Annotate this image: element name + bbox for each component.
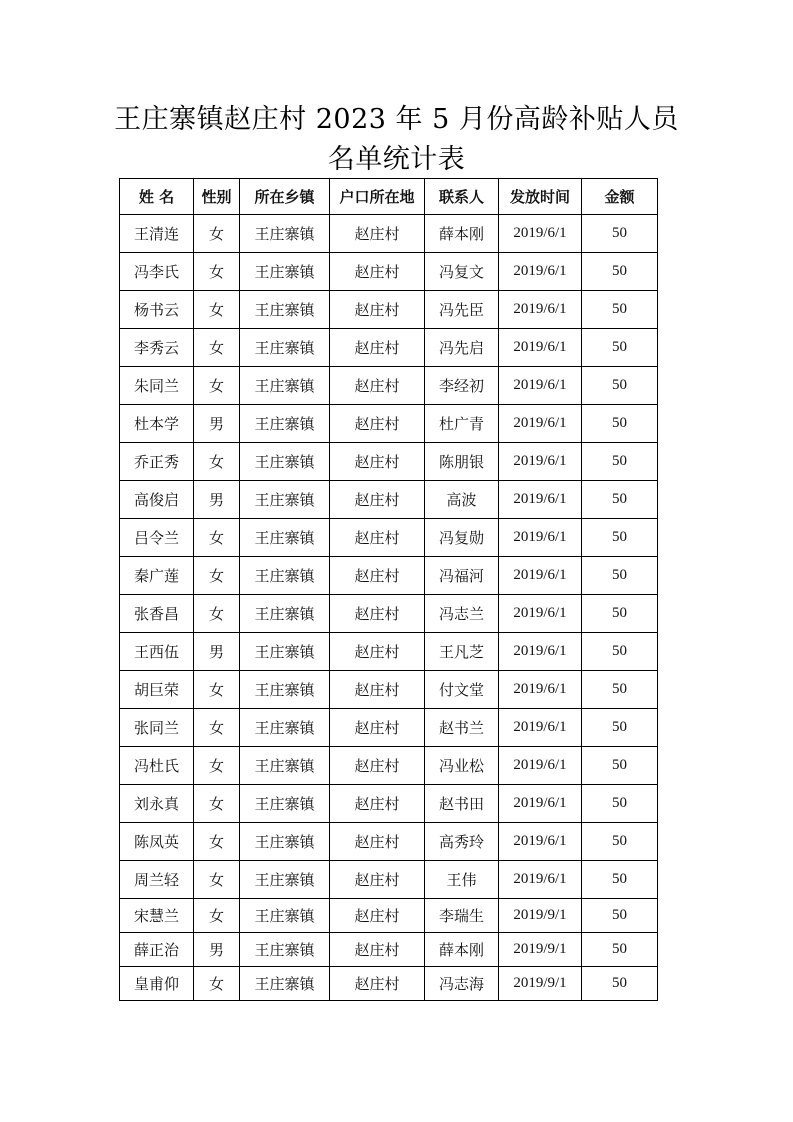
- household-cell: 赵庄村: [330, 253, 425, 291]
- township-cell: 王庄寨镇: [240, 443, 330, 481]
- township-cell: 王庄寨镇: [240, 671, 330, 709]
- contact-cell: 冯业松: [425, 747, 499, 785]
- name-cell: 王清连: [120, 215, 194, 253]
- gender-cell: 女: [194, 291, 240, 329]
- gender-cell: 女: [194, 519, 240, 557]
- township-cell: 王庄寨镇: [240, 329, 330, 367]
- name-cell: 李秀云: [120, 329, 194, 367]
- township-cell: 王庄寨镇: [240, 519, 330, 557]
- gender-cell: 女: [194, 557, 240, 595]
- household-cell: 赵庄村: [330, 367, 425, 405]
- table-row: [120, 215, 658, 253]
- date-cell: 2019/9/1: [499, 933, 582, 967]
- amount-cell: 50: [582, 519, 658, 557]
- date-cell: 2019/6/1: [499, 443, 582, 481]
- household-cell: 赵庄村: [330, 633, 425, 671]
- contact-cell: 杜广青: [425, 405, 499, 443]
- gender-cell: 女: [194, 215, 240, 253]
- household-cell: 赵庄村: [330, 405, 425, 443]
- amount-cell: 50: [582, 861, 658, 899]
- amount-cell: 50: [582, 747, 658, 785]
- column-header-date: 发放时间: [499, 179, 582, 215]
- name-cell: 周兰轻: [120, 861, 194, 899]
- amount-cell: 50: [582, 443, 658, 481]
- amount-cell: 50: [582, 671, 658, 709]
- household-cell: 赵庄村: [330, 861, 425, 899]
- amount-cell: 50: [582, 405, 658, 443]
- column-header-amount: 金额: [582, 179, 658, 215]
- amount-cell: 50: [582, 367, 658, 405]
- date-cell: 2019/6/1: [499, 519, 582, 557]
- gender-cell: 女: [194, 709, 240, 747]
- table-row: [120, 481, 658, 519]
- name-cell: 张同兰: [120, 709, 194, 747]
- gender-cell: 女: [194, 253, 240, 291]
- amount-cell: 50: [582, 595, 658, 633]
- contact-cell: 高秀玲: [425, 823, 499, 861]
- date-cell: 2019/9/1: [499, 899, 582, 933]
- table-row: [120, 557, 658, 595]
- date-cell: 2019/6/1: [499, 291, 582, 329]
- gender-cell: 男: [194, 933, 240, 967]
- table-row: [120, 671, 658, 709]
- name-cell: 吕令兰: [120, 519, 194, 557]
- township-cell: 王庄寨镇: [240, 709, 330, 747]
- name-cell: 胡巨荣: [120, 671, 194, 709]
- township-cell: 王庄寨镇: [240, 405, 330, 443]
- contact-cell: 李经初: [425, 367, 499, 405]
- table-row: [120, 367, 658, 405]
- table-row: [120, 291, 658, 329]
- date-cell: 2019/6/1: [499, 595, 582, 633]
- contact-cell: 付文堂: [425, 671, 499, 709]
- amount-cell: 50: [582, 709, 658, 747]
- household-cell: 赵庄村: [330, 709, 425, 747]
- gender-cell: 女: [194, 671, 240, 709]
- township-cell: 王庄寨镇: [240, 785, 330, 823]
- column-header-gender: 性别: [194, 179, 240, 215]
- household-cell: 赵庄村: [330, 443, 425, 481]
- name-cell: 薛正治: [120, 933, 194, 967]
- contact-cell: 冯复勋: [425, 519, 499, 557]
- gender-cell: 男: [194, 481, 240, 519]
- table-row: [120, 967, 658, 1001]
- date-cell: 2019/6/1: [499, 367, 582, 405]
- name-cell: 张香昌: [120, 595, 194, 633]
- township-cell: 王庄寨镇: [240, 861, 330, 899]
- contact-cell: 冯志海: [425, 967, 499, 1001]
- name-cell: 秦广莲: [120, 557, 194, 595]
- table-row: [120, 633, 658, 671]
- gender-cell: 女: [194, 329, 240, 367]
- contact-cell: 冯先启: [425, 329, 499, 367]
- table-row: [120, 519, 658, 557]
- table-row: [120, 933, 658, 967]
- subsidy-roster-table: [119, 178, 658, 1001]
- contact-cell: 薛本刚: [425, 215, 499, 253]
- contact-cell: 薛本刚: [425, 933, 499, 967]
- gender-cell: 女: [194, 785, 240, 823]
- table-row: [120, 823, 658, 861]
- date-cell: 2019/6/1: [499, 557, 582, 595]
- date-cell: 2019/6/1: [499, 633, 582, 671]
- date-cell: 2019/6/1: [499, 215, 582, 253]
- name-cell: 高俊启: [120, 481, 194, 519]
- amount-cell: 50: [582, 899, 658, 933]
- contact-cell: 王伟: [425, 861, 499, 899]
- household-cell: 赵庄村: [330, 595, 425, 633]
- amount-cell: 50: [582, 633, 658, 671]
- column-header-township: 所在乡镇: [240, 179, 330, 215]
- household-cell: 赵庄村: [330, 785, 425, 823]
- contact-cell: 冯先臣: [425, 291, 499, 329]
- township-cell: 王庄寨镇: [240, 253, 330, 291]
- contact-cell: 陈朋银: [425, 443, 499, 481]
- amount-cell: 50: [582, 933, 658, 967]
- amount-cell: 50: [582, 481, 658, 519]
- gender-cell: 女: [194, 899, 240, 933]
- table-header-row: [120, 179, 658, 215]
- gender-cell: 女: [194, 861, 240, 899]
- township-cell: 王庄寨镇: [240, 557, 330, 595]
- date-cell: 2019/6/1: [499, 747, 582, 785]
- date-cell: 2019/9/1: [499, 967, 582, 1001]
- gender-cell: 女: [194, 823, 240, 861]
- name-cell: 宋慧兰: [120, 899, 194, 933]
- amount-cell: 50: [582, 215, 658, 253]
- amount-cell: 50: [582, 785, 658, 823]
- date-cell: 2019/6/1: [499, 481, 582, 519]
- household-cell: 赵庄村: [330, 899, 425, 933]
- township-cell: 王庄寨镇: [240, 747, 330, 785]
- date-cell: 2019/6/1: [499, 329, 582, 367]
- table-row: [120, 785, 658, 823]
- township-cell: 王庄寨镇: [240, 633, 330, 671]
- household-cell: 赵庄村: [330, 481, 425, 519]
- date-cell: 2019/6/1: [499, 823, 582, 861]
- name-cell: 乔正秀: [120, 443, 194, 481]
- gender-cell: 女: [194, 967, 240, 1001]
- amount-cell: 50: [582, 557, 658, 595]
- township-cell: 王庄寨镇: [240, 291, 330, 329]
- household-cell: 赵庄村: [330, 933, 425, 967]
- gender-cell: 女: [194, 443, 240, 481]
- table-row: [120, 329, 658, 367]
- document-title-line-2: 名单统计表: [327, 144, 466, 175]
- table-row: [120, 709, 658, 747]
- household-cell: 赵庄村: [330, 823, 425, 861]
- date-cell: 2019/6/1: [499, 785, 582, 823]
- gender-cell: 男: [194, 633, 240, 671]
- township-cell: 王庄寨镇: [240, 933, 330, 967]
- date-cell: 2019/6/1: [499, 253, 582, 291]
- township-cell: 王庄寨镇: [240, 215, 330, 253]
- name-cell: 冯杜氏: [120, 747, 194, 785]
- name-cell: 冯李氏: [120, 253, 194, 291]
- table-row: [120, 595, 658, 633]
- gender-cell: 男: [194, 405, 240, 443]
- name-cell: 刘永真: [120, 785, 194, 823]
- household-cell: 赵庄村: [330, 967, 425, 1001]
- contact-cell: 冯福河: [425, 557, 499, 595]
- name-cell: 朱同兰: [120, 367, 194, 405]
- contact-cell: 李瑞生: [425, 899, 499, 933]
- amount-cell: 50: [582, 823, 658, 861]
- township-cell: 王庄寨镇: [240, 899, 330, 933]
- contact-cell: 王凡芝: [425, 633, 499, 671]
- township-cell: 王庄寨镇: [240, 481, 330, 519]
- amount-cell: 50: [582, 329, 658, 367]
- table-row: [120, 899, 658, 933]
- name-cell: 陈凤英: [120, 823, 194, 861]
- contact-cell: 冯志兰: [425, 595, 499, 633]
- date-cell: 2019/6/1: [499, 709, 582, 747]
- household-cell: 赵庄村: [330, 519, 425, 557]
- table-row: [120, 405, 658, 443]
- gender-cell: 女: [194, 747, 240, 785]
- household-cell: 赵庄村: [330, 671, 425, 709]
- contact-cell: 高波: [425, 481, 499, 519]
- table-row: [120, 253, 658, 291]
- name-cell: 杜本学: [120, 405, 194, 443]
- date-cell: 2019/6/1: [499, 861, 582, 899]
- township-cell: 王庄寨镇: [240, 823, 330, 861]
- table-row: [120, 747, 658, 785]
- column-header-contact: 联系人: [425, 179, 499, 215]
- table-row: [120, 861, 658, 899]
- document-title: 王庄寨镇赵庄村 2023 年 5 月份高龄补贴人员: [114, 104, 679, 135]
- township-cell: 王庄寨镇: [240, 367, 330, 405]
- township-cell: 王庄寨镇: [240, 595, 330, 633]
- contact-cell: 冯复文: [425, 253, 499, 291]
- table-body: [120, 215, 658, 1001]
- contact-cell: 赵书田: [425, 785, 499, 823]
- household-cell: 赵庄村: [330, 215, 425, 253]
- date-cell: 2019/6/1: [499, 671, 582, 709]
- name-cell: 王西伍: [120, 633, 194, 671]
- gender-cell: 女: [194, 367, 240, 405]
- name-cell: 杨书云: [120, 291, 194, 329]
- household-cell: 赵庄村: [330, 557, 425, 595]
- household-cell: 赵庄村: [330, 747, 425, 785]
- township-cell: 王庄寨镇: [240, 967, 330, 1001]
- household-cell: 赵庄村: [330, 329, 425, 367]
- contact-cell: 赵书兰: [425, 709, 499, 747]
- column-header-name: 姓 名: [120, 179, 194, 215]
- amount-cell: 50: [582, 291, 658, 329]
- table-row: [120, 443, 658, 481]
- amount-cell: 50: [582, 967, 658, 1001]
- column-header-household: 户口所在地: [330, 179, 425, 215]
- household-cell: 赵庄村: [330, 291, 425, 329]
- gender-cell: 女: [194, 595, 240, 633]
- name-cell: 皇甫仰: [120, 967, 194, 1001]
- amount-cell: 50: [582, 253, 658, 291]
- date-cell: 2019/6/1: [499, 405, 582, 443]
